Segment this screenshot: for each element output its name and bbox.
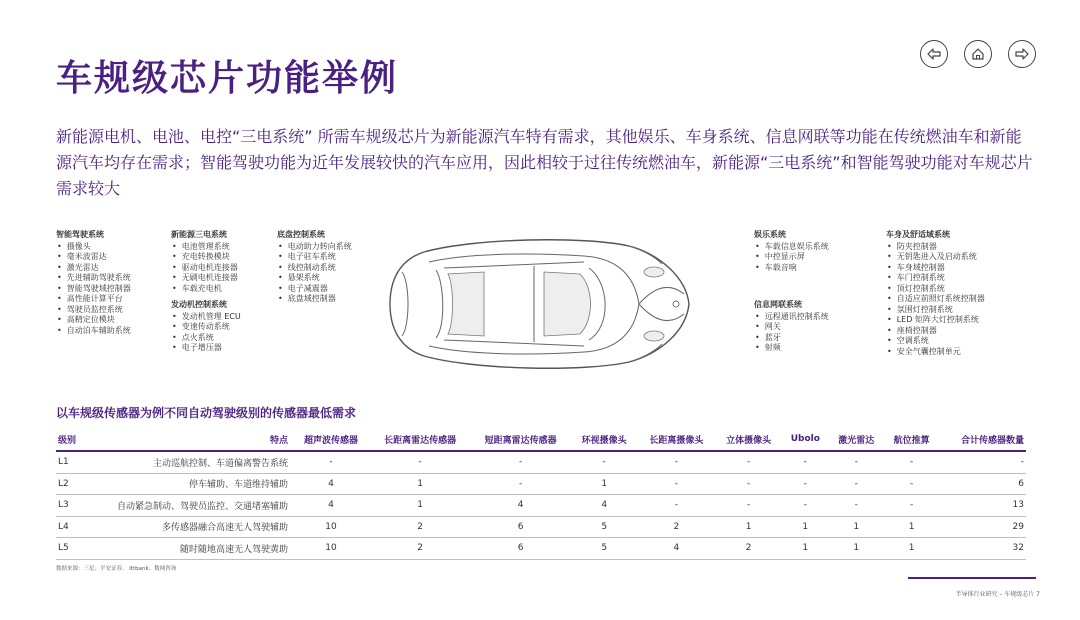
system-items	[886, 242, 985, 358]
system-item: • 氛围灯控制系统	[886, 305, 985, 316]
footer-divider	[908, 577, 1036, 579]
system-items	[754, 242, 829, 274]
table-cell: -	[637, 495, 715, 517]
table-cell: 1	[571, 473, 638, 495]
table-cell: 5	[571, 516, 638, 538]
table-cell: 2	[637, 516, 715, 538]
system-item: • 毫米波雷达	[56, 252, 131, 263]
table-cell: 6	[470, 516, 571, 538]
system-item: • 车载信息娱乐系统	[754, 242, 829, 253]
column-header: 长距离雷达传感器	[370, 428, 471, 451]
system-item: • 驱动电机连接器	[171, 263, 241, 274]
ev-system-list	[171, 230, 241, 360]
adas-system-list	[56, 230, 131, 342]
table-cell: 1	[829, 516, 884, 538]
table-cell: L2	[56, 473, 96, 495]
system-item: • LED 矩阵大灯控制系统	[886, 315, 985, 326]
system-item: • 空调系统	[886, 336, 985, 347]
table-cell: 1	[715, 516, 782, 538]
table-cell: 自动紧急制动、驾驶员监控、交通堵塞辅助	[96, 495, 292, 517]
system-heading: 新能源三电系统	[171, 230, 227, 239]
system-item: • 远程通讯控制系统	[754, 312, 829, 323]
table-cell: -	[292, 451, 370, 473]
system-item: • 自适应前照灯系统控制器	[886, 294, 985, 305]
system-item: • 高精定位模块	[56, 315, 131, 326]
table-cell: 1	[884, 538, 939, 560]
column-header: 长距离摄像头	[637, 428, 715, 451]
table-cell: L1	[56, 451, 96, 473]
system-item: • 电子减震器	[277, 284, 352, 295]
system-item: • 座椅控制器	[886, 326, 985, 337]
system-item: • 网关	[754, 322, 829, 333]
forward-button[interactable]	[1008, 40, 1036, 68]
table-cell: 1	[782, 538, 829, 560]
system-item: • 高性能计算平台	[56, 294, 131, 305]
table-cell: -	[470, 473, 571, 495]
home-button[interactable]	[964, 40, 992, 68]
system-item: • 变速传动系统	[171, 322, 241, 333]
table-row	[56, 538, 1026, 560]
column-header: 短距离雷达传感器	[470, 428, 571, 451]
table-cell: 29	[939, 516, 1026, 538]
system-item: • 车载音响	[754, 263, 829, 274]
home-icon	[970, 46, 986, 62]
table-cell: L4	[56, 516, 96, 538]
system-item: • 无钥匙进入及启动系统	[886, 252, 985, 263]
table-cell: -	[829, 473, 884, 495]
body-system-list	[886, 230, 985, 363]
system-items	[277, 242, 352, 305]
infotainment-system-list	[754, 230, 829, 360]
table-cell: 5	[571, 538, 638, 560]
table-cell: L5	[56, 538, 96, 560]
table-cell: 6	[470, 538, 571, 560]
table-cell: 随时随地高速无人驾驶黄助	[96, 538, 292, 560]
column-header: 立体摄像头	[715, 428, 782, 451]
column-header: 特点	[96, 428, 292, 451]
back-button[interactable]	[920, 40, 948, 68]
table-cell: -	[884, 495, 939, 517]
column-header: 合计传感器数量	[939, 428, 1026, 451]
system-item: • 车载充电机	[171, 284, 241, 295]
table-row	[56, 473, 1026, 495]
table-cell: -	[637, 473, 715, 495]
table-cell: -	[939, 451, 1026, 473]
system-item: • 电动助力转向系统	[277, 242, 352, 253]
system-item: • 蓝牙	[754, 333, 829, 344]
system-heading: 底盘控制系统	[277, 230, 325, 239]
table-cell: 1	[829, 538, 884, 560]
column-header: 激光雷达	[829, 428, 884, 451]
table-cell: 1	[370, 495, 471, 517]
table-cell: L3	[56, 495, 96, 517]
table-cell: 主动巡航控制、车道偏离警告系统	[96, 451, 292, 473]
table-cell: 10	[292, 516, 370, 538]
system-item: • 车门控制系统	[886, 273, 985, 284]
system-item: • 防夹控制器	[886, 242, 985, 253]
table-row	[56, 451, 1026, 473]
system-items	[171, 242, 241, 295]
table-cell: 1	[370, 473, 471, 495]
system-heading: 信息网联系统	[754, 300, 802, 309]
system-item: • 线控制动系统	[277, 263, 352, 274]
system-item: • 发动机管理 ECU	[171, 312, 241, 323]
intro-paragraph: 新能源电机、电池、电控“三电系统” 所需车规级芯片为新能源汽车特有需求，其他娱乐、车身系统、信息网联等功能在传统燃油车和新能源汽车均存在需求；智能驾驶功能为近年发展较快的汽车应用，因此相较于过往传统燃油车，新能源“三电系统”和智能驾驶功能对车规芯片需求较大	[56, 127, 1033, 198]
table-body	[56, 451, 1026, 559]
table-cell: -	[571, 451, 638, 473]
system-heading: 智能驾驶系统	[56, 230, 104, 239]
table-cell: 4	[292, 473, 370, 495]
column-header: 环视摄像头	[571, 428, 638, 451]
system-item: • 中控显示屏	[754, 252, 829, 263]
table-cell: 2	[715, 538, 782, 560]
system-item: • 射频	[754, 343, 829, 354]
table-cell: 4	[470, 495, 571, 517]
system-item: • 激光雷达	[56, 263, 131, 274]
table-cell: 4	[292, 495, 370, 517]
system-item: • 悬架系统	[277, 273, 352, 284]
table-cell: -	[829, 451, 884, 473]
system-items	[56, 242, 131, 337]
table-cell: 6	[939, 473, 1026, 495]
data-source-note: 数据来源：三星、平安证券、 Ittbank、数网咨询	[56, 566, 177, 572]
table-cell: 10	[292, 538, 370, 560]
table-cell: -	[715, 495, 782, 517]
system-item: • 电子驻车系统	[277, 252, 352, 263]
table-cell: 2	[370, 516, 471, 538]
table-cell: -	[829, 495, 884, 517]
system-item: • 摄像头	[56, 242, 131, 253]
column-header: 航位推算	[884, 428, 939, 451]
table-cell: -	[782, 473, 829, 495]
table-cell: 1	[782, 516, 829, 538]
system-item: • 充电转换模块	[171, 252, 241, 263]
column-header: 超声波传感器	[292, 428, 370, 451]
system-item: • 底盘域控制器	[277, 294, 352, 305]
table-header-row	[56, 428, 1026, 451]
table-cell: 4	[571, 495, 638, 517]
table-cell: 1	[884, 516, 939, 538]
system-heading: 车身及舒适域系统	[886, 230, 950, 239]
table-cell: 4	[637, 538, 715, 560]
system-items	[754, 312, 829, 354]
system-item: • 电子增压器	[171, 343, 241, 354]
table-cell: -	[470, 451, 571, 473]
system-item: • 无刷电机连接器	[171, 273, 241, 284]
chassis-system-list	[277, 230, 352, 311]
system-items	[171, 312, 241, 354]
system-item: • 智能驾驶域控制器	[56, 284, 131, 295]
system-item: • 自动泊车辅助系统	[56, 326, 131, 337]
system-heading: 发动机控制系统	[171, 300, 227, 309]
table-title: 以车规级传感器为例不同自动驾驶级别的传感器最低需求	[56, 406, 357, 420]
system-item: • 车身域控制器	[886, 263, 985, 274]
system-item: • 先进辅助驾驶系统	[56, 273, 131, 284]
table-cell: 32	[939, 538, 1026, 560]
sensor-requirements-table	[56, 428, 1026, 560]
table-row	[56, 516, 1026, 538]
page-title: 车规级芯片功能举例	[56, 58, 399, 99]
table-cell: 2	[370, 538, 471, 560]
table-cell: -	[637, 451, 715, 473]
table-cell: -	[370, 451, 471, 473]
table-cell: -	[782, 451, 829, 473]
system-item: • 驾驶员监控系统	[56, 305, 131, 316]
system-item: • 电池管理系统	[171, 242, 241, 253]
column-header: 级别	[56, 428, 96, 451]
system-item: • 点火系统	[171, 333, 241, 344]
car-top-view-illustration	[384, 232, 694, 377]
table-cell: 多传感器融合高速无人驾驶辅助	[96, 516, 292, 538]
column-header: Ubolo	[782, 428, 829, 451]
page-nav	[920, 40, 1036, 68]
arrow-left-icon	[926, 46, 942, 62]
table-cell: -	[884, 473, 939, 495]
table-cell: -	[782, 495, 829, 517]
system-item: • 顶灯控制系统	[886, 284, 985, 295]
page-footer: 半导体行业研究 – 车规级芯片 7	[955, 591, 1040, 598]
table-cell: -	[715, 473, 782, 495]
system-item: • 安全气囊控制单元	[886, 347, 985, 358]
table-cell: -	[715, 451, 782, 473]
table-cell: 停车辅助、车道维持辅助	[96, 473, 292, 495]
table-cell: 13	[939, 495, 1026, 517]
table-cell: -	[884, 451, 939, 473]
system-heading: 娱乐系统	[754, 230, 786, 239]
table-row	[56, 495, 1026, 517]
arrow-right-icon	[1014, 46, 1030, 62]
